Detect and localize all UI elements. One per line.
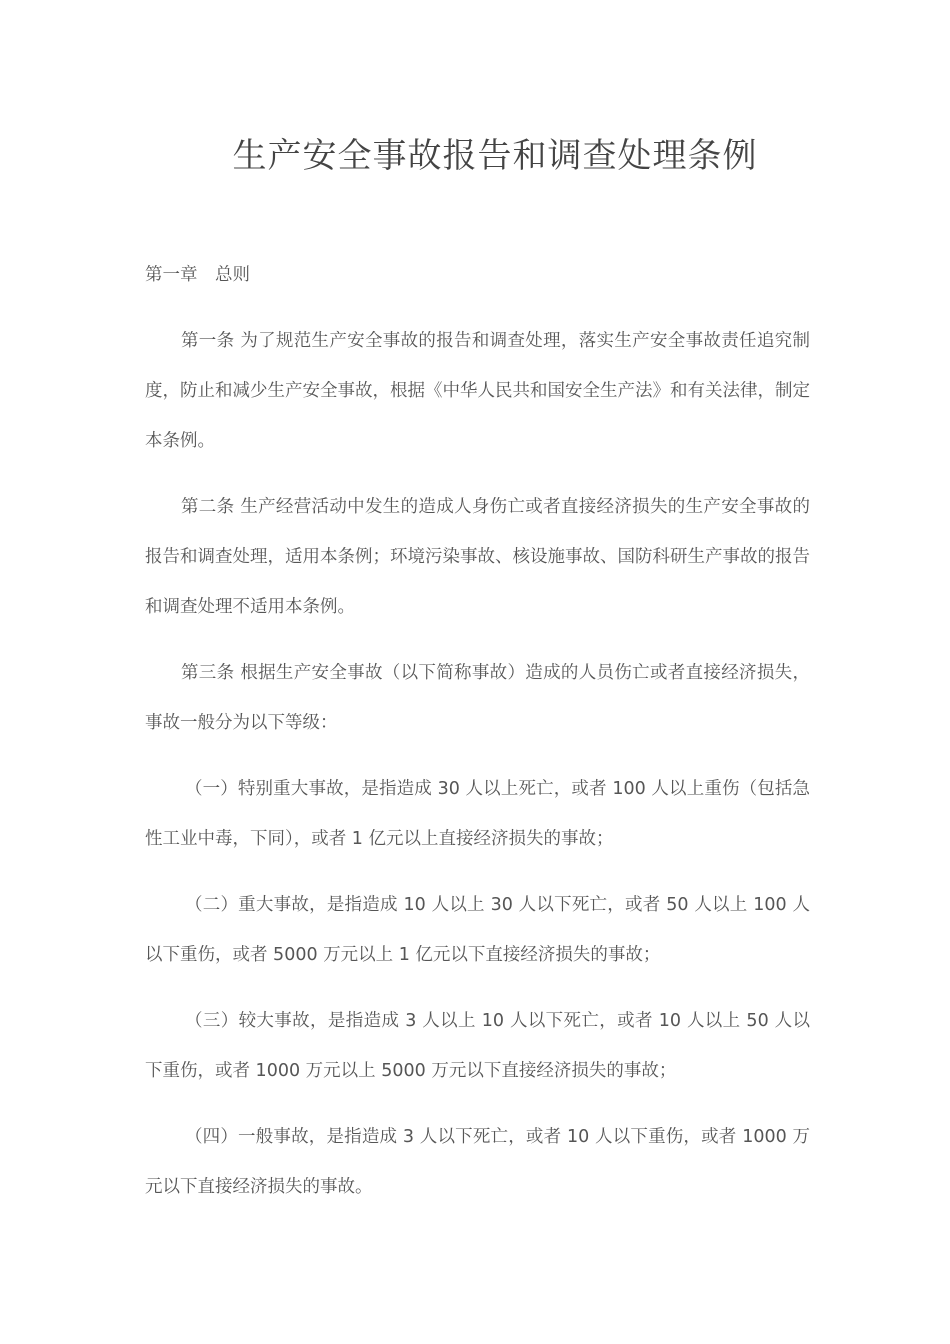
grade-item-1: （一）特别重大事故，是指造成 30 人以上死亡，或者 100 人以上重伤（包括急性工业中毒，下同），或者 1 亿元以上直接经济损失的事故；	[145, 779, 810, 849]
document-body	[145, 250, 810, 1228]
grade-item-3: （三）较大事故，是指造成 3 人以上 10 人以下死亡，或者 10 人以上 50 人以下重伤，或者 1000 万元以上 5000 万元以下直接经济损失的事故；	[145, 1011, 810, 1081]
article-1: 第一条 为了规范生产安全事故的报告和调查处理，落实生产安全事故责任追究制度，防止和减少生产安全事故，根据《中华人民共和国安全生产法》和有关法律，制定本条例。	[145, 331, 810, 451]
grade-item-2: （二）重大事故，是指造成 10 人以上 30 人以下死亡，或者 50 人以上 100 人以下重伤，或者 5000 万元以上 1 亿元以下直接经济损失的事故；	[145, 895, 810, 965]
chapter-heading: 第一章 总则	[145, 265, 250, 285]
grade-item-4: （四）一般事故，是指造成 3 人以下死亡，或者 10 人以下重伤，或者 1000 万元以下直接经济损失的事故。	[145, 1127, 810, 1197]
article-3: 第三条 根据生产安全事故（以下简称事故）造成的人员伤亡或者直接经济损失，事故一般分为以下等级：	[145, 663, 810, 733]
article-2: 第二条 生产经营活动中发生的造成人身伤亡或者直接经济损失的生产安全事故的报告和调查处理，适用本条例；环境污染事故、核设施事故、国防科研生产事故的报告和调查处理不适用本条例。	[145, 497, 810, 617]
document-title: 生产安全事故报告和调查处理条例	[232, 136, 758, 176]
